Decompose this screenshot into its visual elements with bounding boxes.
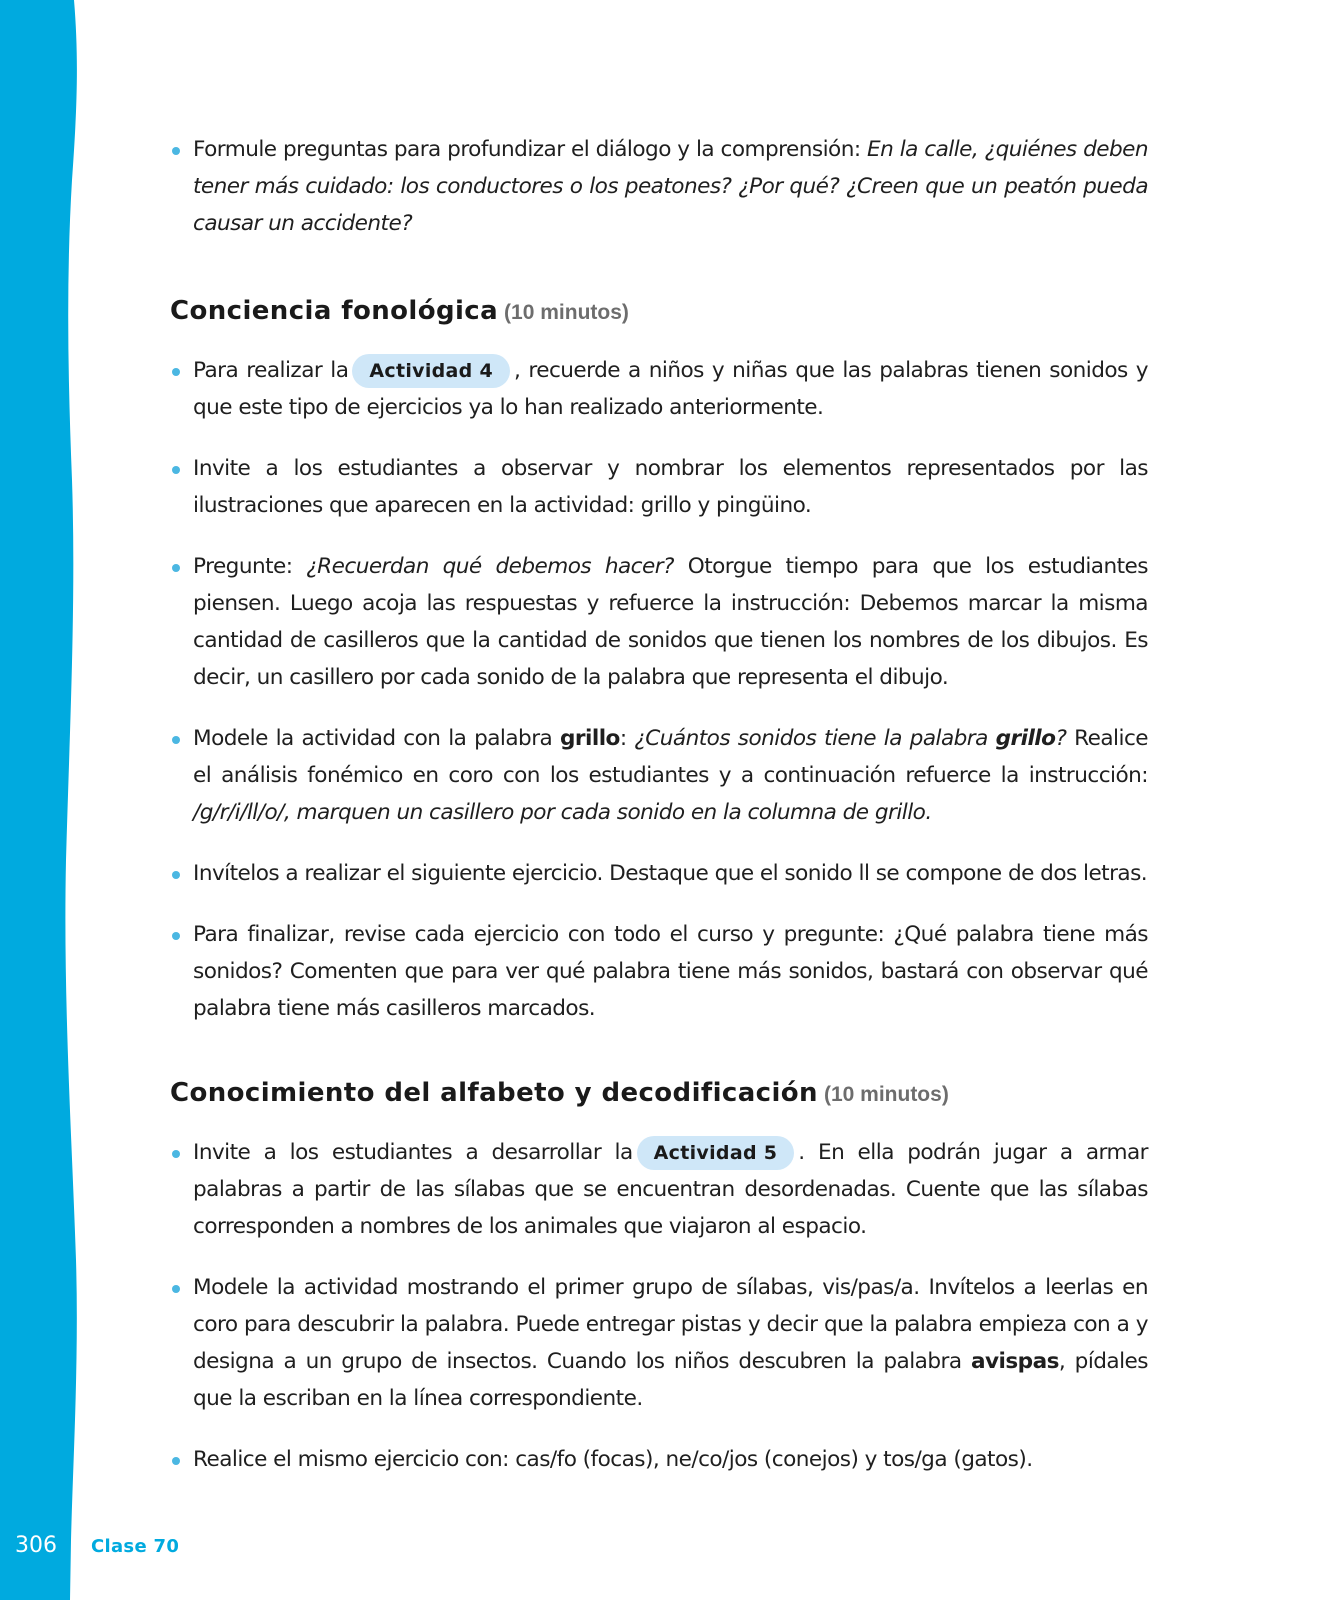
section-title: Conciencia fonológica — [170, 296, 499, 326]
item-text: . En ella podrán jugar a armar palabras a partir de las sílabas que se encuentran desordenadas. Cuente que las sílabas corresponden a nombres de los animales que viajaron al espacio. — [193, 1140, 1148, 1239]
list-item — [170, 855, 1148, 892]
item-text: Realice el mismo ejercicio con: cas/fo (focas), ne/co/jos (conejos) y tos/ga (gatos). — [193, 1447, 1033, 1472]
item-text: , pídales que la escriban en la línea correspondiente. — [193, 1349, 1148, 1411]
item-text: : — [619, 726, 635, 751]
list-item — [170, 548, 1148, 696]
list-item — [170, 352, 1148, 426]
item-bold-text: grillo — [560, 726, 620, 751]
section2-list — [170, 1134, 1148, 1478]
intro-list — [170, 131, 1148, 242]
activity-badge: Actividad 5 — [637, 1136, 795, 1170]
section-heading-conciencia — [170, 296, 629, 326]
item-text: Otorgue tiempo para que los estudiantes piensen. Luego acoja las respuestas y refuerce la instrucción: Debemos marcar la misma cantidad de casilleros que la cantidad de sonidos que tienen los nombres de los dibujos. Es decir, un casillero por cada sonido de la palabra que representa el dibujo. — [193, 554, 1148, 690]
section-title: Conocimiento del alfabeto y decodificación — [170, 1078, 818, 1108]
item-text: Modele la actividad mostrando el primer grupo de sílabas, vis/pas/a. Invítelos a leerlas en coro para descubrir la palabra. Puede entregar pistas y decir que la palabra empieza con a y designa a un grupo de insectos. Cuando los niños descubren la palabra — [193, 1275, 1148, 1374]
item-text: Invite a los estudiantes a observar y nombrar los elementos representados por las ilustraciones que aparecen en la actividad: grillo y pingüino. — [193, 456, 1148, 518]
item-text: Para finalizar, revise cada ejercicio con todo el curso y pregunte: ¿Qué palabra tiene más sonidos? Comenten que para ver qué palabra tiene más sonidos, bastará con observar qué palabra tiene más casilleros marcados. — [193, 922, 1148, 1021]
list-item — [170, 720, 1148, 831]
list-item — [170, 131, 1148, 242]
list-item — [170, 1441, 1148, 1478]
section1-list — [170, 352, 1148, 1027]
item-text: Modele la actividad con la palabra — [193, 726, 560, 751]
item-italic-text: /g/r/i/ll/o/, marquen un casillero por cada sonido en la columna de grillo. — [193, 800, 932, 825]
item-bold-text: avispas — [970, 1349, 1059, 1374]
item-text: , recuerde a niños y niñas que las palabras tienen sonidos y que este tipo de ejercicios ya lo han realizado anteriormente. — [193, 358, 1148, 420]
activity-badge: Actividad 4 — [352, 354, 510, 388]
item-italic-text: ¿Cuántos sonidos tiene la palabra — [634, 726, 996, 751]
item-text: Invítelos a realizar el siguiente ejercicio. Destaque que el sonido ll se compone de dos letras. — [193, 861, 1148, 886]
item-italic-text: ¿Recuerdan qué debemos hacer? — [306, 554, 674, 579]
item-text: Invite a los estudiantes a desarrollar la — [193, 1140, 633, 1165]
list-item — [170, 1134, 1148, 1245]
list-item — [170, 450, 1148, 524]
list-item — [170, 916, 1148, 1027]
page-number: 306 — [15, 1533, 57, 1558]
item-bold-italic-text: grillo — [995, 726, 1056, 751]
section-duration: (10 minutos) — [823, 1083, 949, 1106]
wavy-blue-band — [0, 0, 90, 1600]
section2-block — [170, 1134, 1148, 1478]
section-heading-alfabeto — [170, 1078, 949, 1108]
footer-lesson-label: Clase 70 — [91, 1536, 180, 1557]
item-text: Realice el análisis fonémico en coro con los estudiantes y a continuación refuerce la instrucción: — [193, 726, 1149, 788]
section1-block — [170, 352, 1148, 1027]
intro-block — [170, 131, 1148, 242]
item-italic-text: ? — [1055, 726, 1067, 751]
item-text: Pregunte: — [193, 554, 307, 579]
section-duration: (10 minutos) — [504, 301, 629, 324]
item-text: Para realizar la — [193, 358, 349, 383]
item-text: Formule preguntas para profundizar el diálogo y la comprensión: — [193, 137, 868, 162]
page-side-band — [0, 0, 90, 1600]
list-item — [170, 1269, 1148, 1417]
item-italic-text: En la calle, ¿quiénes deben tener más cuidado: los conductores o los peatones? ¿Por qué? ¿Creen que un peatón pueda causar un accidente? — [193, 137, 1149, 236]
